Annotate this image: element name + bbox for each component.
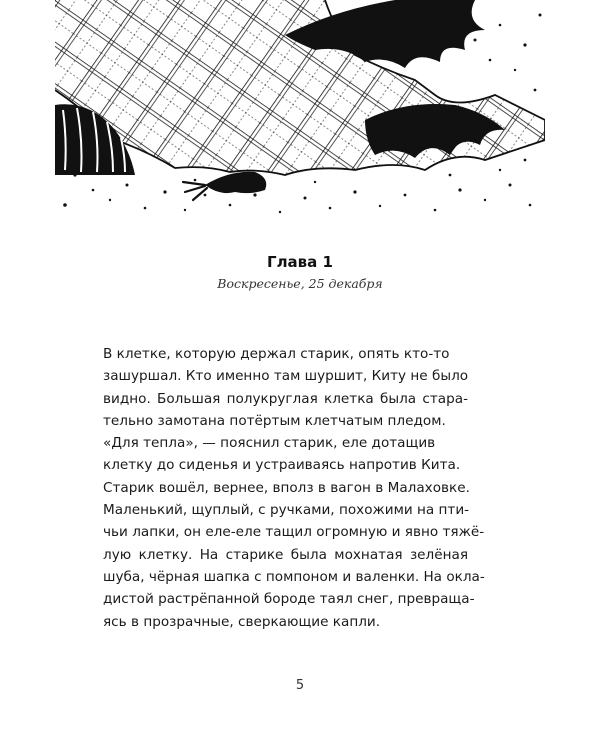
text-line: клетку до сиденья и устраиваясь напротив Кита.	[103, 457, 461, 474]
text-line: зашуршал. Кто именно там шуршит, Киту не было	[103, 368, 469, 385]
chapter-date: Воскресенье, 25 декабря	[217, 276, 383, 291]
page-number: 5	[295, 678, 305, 693]
text-line: «Для тепла», — пояснил старик, еле дотащив	[103, 435, 436, 452]
text-line: лую клетку. На старике была мохнатая зелёная	[103, 546, 468, 563]
body-text	[103, 343, 485, 633]
text-line: Маленький, щуплый, с ручками, похожими на пти-	[103, 502, 470, 519]
text-line: ясь в прозрачные, сверкающие капли.	[103, 613, 381, 630]
chapter-illustration	[55, 0, 545, 225]
text-line: шуба, чёрная шапка с помпоном и валенки. На окла-	[103, 568, 485, 585]
text-line: Старик вошёл, вернее, вполз в вагон в Малаховке.	[103, 479, 470, 496]
text-line: видно. Большая полукруглая клетка была стара-	[103, 390, 468, 407]
text-line: дистой растрёпанной бороде таял снег, превраща-	[103, 591, 475, 608]
text-line: В клетке, которую держал старик, опять кто-то	[103, 346, 450, 362]
chapter-title: Глава 1	[267, 253, 333, 271]
text-line: чьи лапки, он еле-еле тащил огромную и явно тяжё-	[103, 524, 485, 541]
text-line: тельно замотана потёртым клетчатым пледом.	[103, 412, 446, 429]
cage-and-wing-drawing	[55, 0, 545, 225]
